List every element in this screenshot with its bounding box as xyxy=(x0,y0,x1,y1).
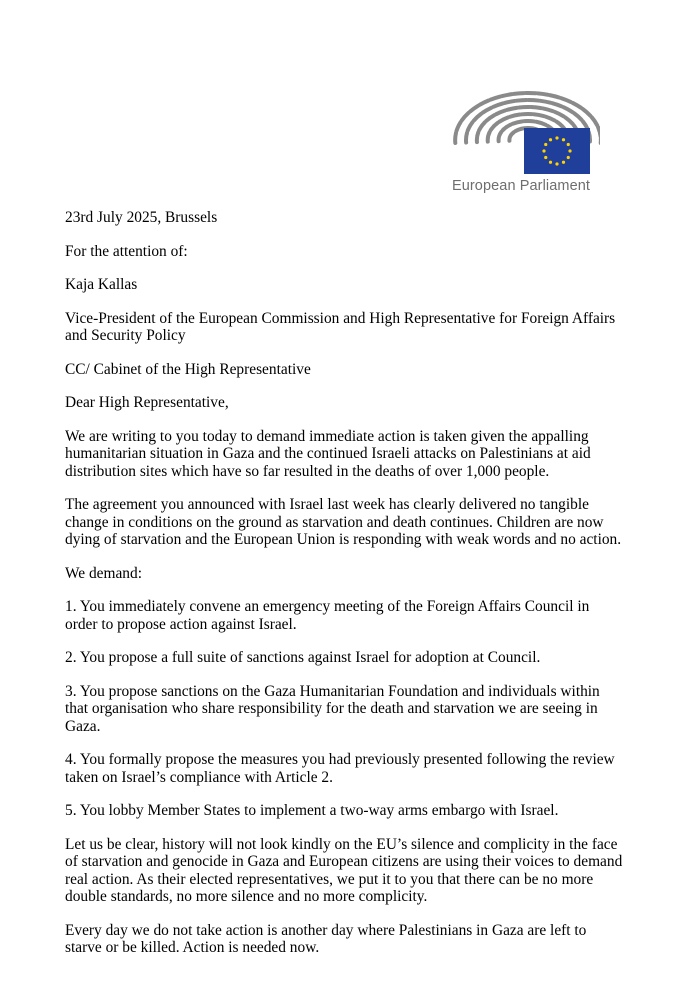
eu-star xyxy=(549,138,552,141)
eu-star xyxy=(568,149,571,152)
date-line: 23rd July 2025, Brussels xyxy=(65,209,218,226)
demand-item: 1. You immediately convene an emergency meeting of the Foreign Affairs Council in order to propose action against Israel. xyxy=(65,598,590,633)
demand-item: 5. You lobby Member States to implement a two-way arms embargo with Israel. xyxy=(65,802,559,819)
eu-star xyxy=(562,138,565,141)
eu-star xyxy=(542,149,545,152)
eu-star xyxy=(549,161,552,164)
demand-item: 3. You propose sanctions on the Gaza Humanitarian Foundation and individuals within that organisation who share responsibility for the death and starvation we are seeing in Gaza. xyxy=(65,682,600,735)
paragraph-agreement: The agreement you announced with Israel last week has clearly delivered no tangible change in conditions on the ground as starvation and death continues. Children are now dying of starvation and the European Union is responding with weak words and no action. xyxy=(65,496,622,548)
organisation-name: European Parliament xyxy=(451,178,591,194)
eu-flag xyxy=(524,128,590,174)
european-parliament-logo xyxy=(440,88,600,200)
eu-star xyxy=(555,136,558,139)
eu-star xyxy=(567,143,570,146)
demand-item: 4. You formally propose the measures you had previously presented following the review taken on Israel’s compliance with Article 2. xyxy=(65,751,615,786)
demand-intro: We demand: xyxy=(65,564,142,582)
paragraph-history: Let us be clear, history will not look kindly on the EU’s silence and complicity in the face of starvation and genocide in Gaza and European citizens are using their voices to demand real action. As their elected representatives, we put it to you that there can be no more double standards, no more silence and no more complicity. xyxy=(65,835,623,905)
recipient-name: Kaja Kallas xyxy=(65,276,138,293)
eu-star xyxy=(544,143,547,146)
cc-line: CC/ Cabinet of the High Representative xyxy=(65,360,311,378)
letter-body xyxy=(65,209,625,957)
eu-star xyxy=(555,162,558,165)
demand-item: 2. You propose a full suite of sanctions against Israel for adoption at Council. xyxy=(65,649,541,666)
eu-star xyxy=(562,161,565,164)
paragraph-intro: We are writing to you today to demand immediate action is taken given the appalling humanitarian situation in Gaza and the continued Israeli attacks on Palestinians at aid distribution sites which have so far resulted in the deaths of over 1,000 people. xyxy=(65,427,591,480)
recipient-title: Vice-President of the European Commission and High Representative for Foreign Affairs and Security Policy xyxy=(65,309,616,344)
attention-line: For the attention of: xyxy=(65,242,188,260)
eu-star xyxy=(544,156,547,159)
parliament-hemicycle-emblem xyxy=(440,88,600,178)
salutation: Dear High Representative, xyxy=(65,394,229,411)
paragraph-closing: Every day we do not take action is another day where Palestinians in Gaza are left to starve or be killed. Action is needed now. xyxy=(65,921,587,956)
eu-star xyxy=(567,156,570,159)
